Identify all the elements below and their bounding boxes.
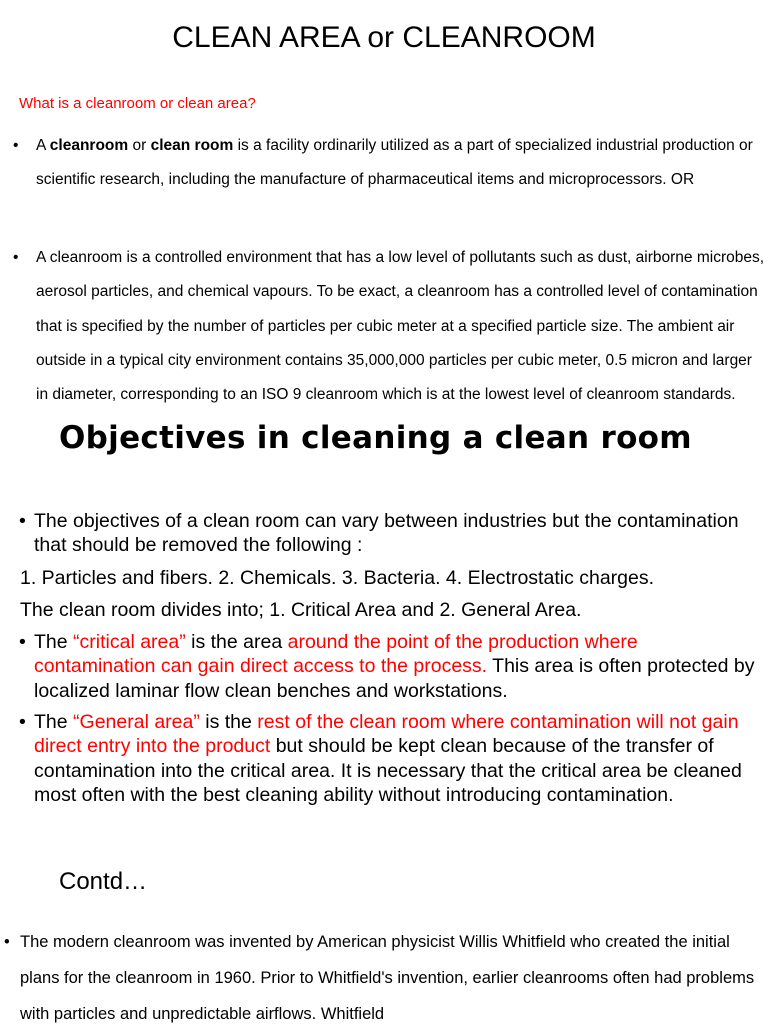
- objectives-bullet: [19, 509, 754, 558]
- bullet-text: The “critical area” is the area around the point of the production where contamination can gain direct access to the process. This area is often protected by localized laminar flow clean benches and workstations.: [34, 631, 755, 702]
- bullet-dot: •: [13, 249, 19, 266]
- bullet-text: A cleanroom is a controlled environment that has a low level of pollutants such as dust, airborne microbes, aerosol particles, and chemical vapours. To be exact, a cleanroom has a controlled level of contamination that is specified by the number of particles per cubic meter at a specified particle size. The ambient air outside in a typical city environment contains 35,000,000 particles per cubic meter, 0.5 micron and larger in diameter, corresponding to an ISO 9 cleanroom which is at the lowest level of cleanroom standards.: [36, 249, 765, 404]
- term-clean-room: clean room: [150, 137, 234, 154]
- controlled-environment-bullet: [13, 241, 766, 434]
- slide3-title: Contd…: [59, 868, 148, 895]
- general-area-bullet: [19, 710, 759, 807]
- cleanroom-definition-bullet: [13, 129, 766, 198]
- bullet-dot: •: [13, 137, 19, 154]
- bullet-dot: •: [19, 711, 26, 733]
- bullet-dot: •: [19, 631, 26, 653]
- question-heading: What is a cleanroom or clean area?: [19, 95, 256, 112]
- bullet-dot: •: [19, 510, 26, 532]
- history-bullet: [4, 924, 768, 1032]
- term-general-area: “General area”: [73, 711, 200, 733]
- slide2-title: Objectives in cleaning a clean room: [59, 420, 692, 456]
- critical-area-bullet: [19, 630, 759, 703]
- divides-text: The clean room divides into; 1. Critical Area and 2. General Area.: [20, 599, 582, 621]
- contaminants-list: [20, 566, 760, 590]
- divides-line: [20, 598, 760, 622]
- slide1-title: CLEAN AREA or CLEANROOM: [172, 21, 596, 54]
- term-critical-area: “critical area”: [73, 631, 186, 653]
- list-text: 1. Particles and fibers. 2. Chemicals. 3. Bacteria. 4. Electrostatic charges.: [20, 567, 655, 589]
- bullet-dot: •: [4, 933, 10, 951]
- bullet-text: The objectives of a clean room can vary between industries but the contamination that should be removed the following :: [34, 510, 739, 557]
- general-area-definition: rest of the clean room where contamination will not gain direct entry into the product: [34, 711, 739, 758]
- bullet-text: The “General area” is the rest of the clean room where contamination will not gain direct entry into the product but should be kept clean because of the transfer of contamination into the critical area. It is necessary that the critical area be cleaned most often with the best cleaning ability without introducing contamination.: [34, 711, 742, 806]
- critical-area-definition: around the point of the production where contamination can gain direct access to the process.: [34, 631, 638, 678]
- bullet-text: A cleanroom or clean room is a facility ordinarily utilized as a part of specialized industrial production or scientific research, including the manufacture of pharmaceutical items and microprocessors. OR: [36, 137, 753, 189]
- bullet-text: The modern cleanroom was invented by American physicist Willis Whitfield who created the initial plans for the cleanroom in 1960. Prior to Whitfield's invention, earlier cleanrooms often had problems with particles and unpredictable airflows. Whitfield: [20, 933, 755, 1023]
- term-cleanroom: cleanroom: [49, 137, 129, 154]
